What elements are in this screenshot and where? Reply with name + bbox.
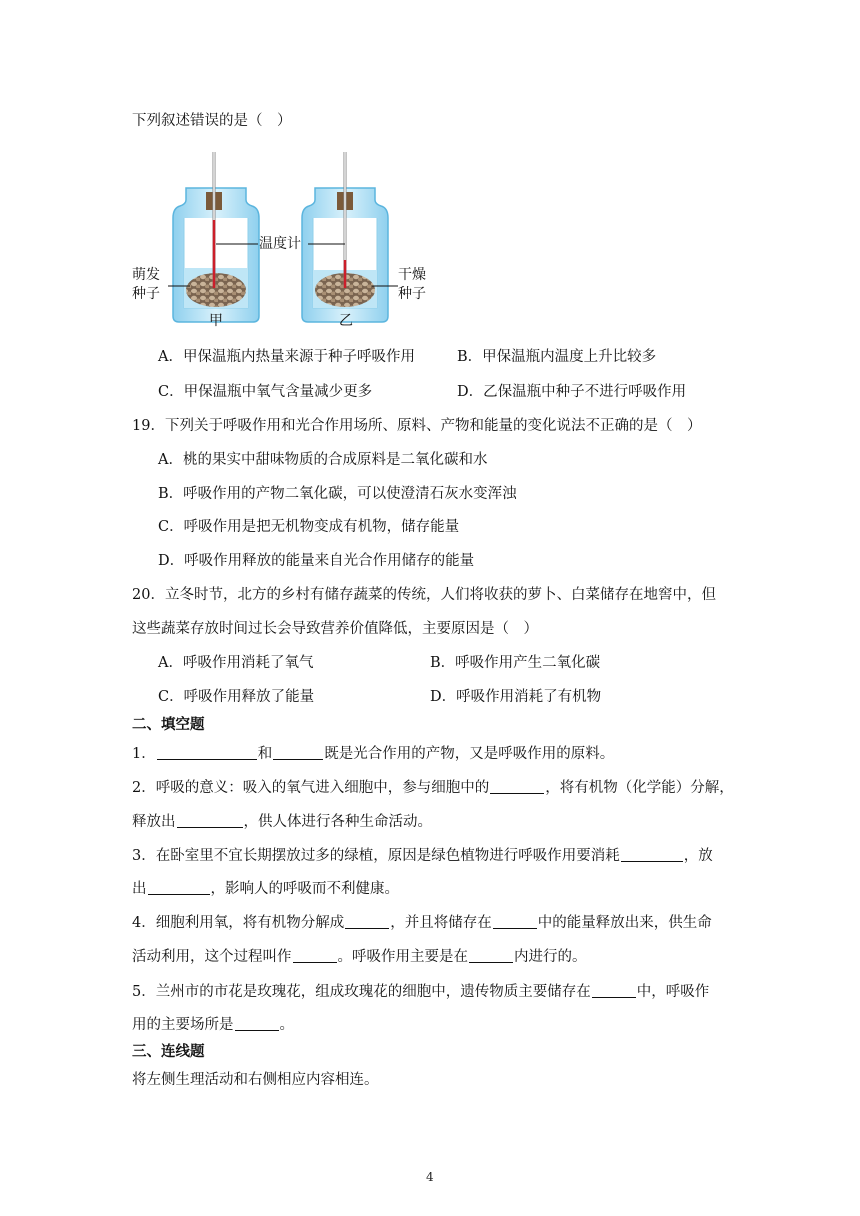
fill-q2-text-c: 释放出 bbox=[132, 814, 176, 830]
germinating-seed-label-2: 种子 bbox=[132, 286, 160, 302]
fill-q4-text-c: 中的能量释放出来，供生命 bbox=[537, 915, 712, 931]
fill-q3-line2 bbox=[132, 880, 399, 898]
fill-q3-line1 bbox=[132, 847, 713, 865]
fill-q5-line1 bbox=[132, 983, 709, 1001]
flask-yi bbox=[302, 152, 388, 322]
q18-option-c: C．甲保温瓶中氧气含量减少更多 bbox=[158, 384, 373, 400]
fill-q1-blank-2[interactable] bbox=[273, 745, 323, 760]
q18-option-b: B．甲保温瓶内温度上升比较多 bbox=[457, 349, 657, 365]
germinating-seed-label-1: 萌发 bbox=[132, 267, 160, 283]
fill-q2-blank-1[interactable] bbox=[490, 779, 544, 794]
fill-q2-line1 bbox=[132, 779, 734, 797]
fill-q4-text-b: ，并且将储存在 bbox=[390, 915, 492, 931]
q20-option-d: D．呼吸作用消耗了有机物 bbox=[430, 689, 602, 705]
fill-q3-text-b: ，放 bbox=[683, 848, 713, 864]
fill-q4-text-a: 4．细胞利用氧，将有机物分解成 bbox=[132, 915, 345, 931]
fill-q2-line2 bbox=[132, 813, 432, 831]
fill-q2-text-d: ，供人体进行各种生命活动。 bbox=[243, 814, 432, 830]
q20-option-b: B．呼吸作用产生二氧化碳 bbox=[430, 655, 601, 671]
fill-q2-text-b: ，将有机物（化学能）分解， bbox=[545, 780, 734, 796]
fill-q1 bbox=[132, 745, 614, 763]
fill-q2-blank-2[interactable] bbox=[177, 813, 243, 828]
fill-q3-text-d: ，影响人的呼吸而不利健康。 bbox=[210, 881, 399, 897]
fill-q5-blank-1[interactable] bbox=[592, 983, 636, 998]
fill-q4-blank-4[interactable] bbox=[469, 948, 513, 963]
fill-q4-text-f: 内进行的。 bbox=[514, 949, 587, 965]
fill-q4-blank-2[interactable] bbox=[493, 914, 537, 929]
fill-q4-text-e: 。呼吸作用主要是在 bbox=[337, 949, 468, 965]
fill-q5-text-b: 中，呼吸作 bbox=[636, 984, 710, 1000]
fill-q1-num: 1． bbox=[132, 746, 156, 762]
q18-option-a: A．甲保温瓶内热量来源于种子呼吸作用 bbox=[158, 349, 415, 365]
page-number: 4 bbox=[426, 1170, 434, 1184]
thermometer-label: 温度计 bbox=[259, 236, 301, 252]
q18-option-d: D．乙保温瓶中种子不进行呼吸作用 bbox=[457, 384, 687, 400]
q20-stem-line1: 20．立冬时节，北方的乡村有储存蔬菜的传统，人们将收获的萝卜、白菜储存在地窖中，但 bbox=[132, 587, 716, 603]
dry-seed-label-2: 种子 bbox=[398, 286, 426, 302]
section-matching-instruction: 将左侧生理活动和右侧相应内容相连。 bbox=[132, 1072, 379, 1088]
fill-q2-text-a: 2．呼吸的意义：吸入的氧气进入细胞中，参与细胞中的 bbox=[132, 780, 490, 796]
section-matching-heading: 三、连线题 bbox=[132, 1044, 205, 1060]
q19-option-a: A．桃的果实中甜味物质的合成原料是二氧化碳和水 bbox=[158, 452, 488, 468]
fill-q3-blank-1[interactable] bbox=[621, 847, 683, 862]
fill-q5-text-a: 5．兰州市的市花是玫瑰花，组成玫瑰花的细胞中，遗传物质主要储存在 bbox=[132, 984, 591, 1000]
fill-q3-blank-2[interactable] bbox=[148, 880, 210, 895]
flask-jia-label: 甲 bbox=[209, 313, 223, 329]
fill-q4-blank-3[interactable] bbox=[293, 948, 337, 963]
fill-q1-blank-1[interactable] bbox=[157, 745, 257, 760]
q20-option-a: A．呼吸作用消耗了氧气 bbox=[158, 655, 314, 671]
q19-stem: 19．下列关于呼吸作用和光合作用场所、原料、产物和能量的变化说法不正确的是（ ） bbox=[132, 418, 702, 434]
q19-option-d: D．呼吸作用释放的能量来自光合作用储存的能量 bbox=[158, 553, 475, 569]
flask-jia bbox=[173, 152, 259, 322]
fill-q5-text-c: 用的主要场所是 bbox=[132, 1017, 234, 1033]
fill-q4-text-d: 活动利用，这个过程叫作 bbox=[132, 949, 292, 965]
fill-q4-line1 bbox=[132, 914, 712, 932]
fill-q4-blank-1[interactable] bbox=[345, 914, 389, 929]
section-fill-in-heading: 二、填空题 bbox=[132, 717, 205, 733]
flask-yi-label: 乙 bbox=[339, 313, 353, 329]
q20-option-c: C．呼吸作用释放了能量 bbox=[158, 689, 315, 705]
thermos-figure bbox=[128, 148, 448, 338]
fill-q1-mid: 和 bbox=[257, 746, 273, 762]
q19-option-c: C．呼吸作用是把无机物变成有机物，储存能量 bbox=[158, 519, 460, 535]
fill-q5-line2 bbox=[132, 1016, 294, 1034]
fill-q3-text-c: 出 bbox=[132, 881, 147, 897]
fill-q1-tail: 既是光合作用的产物，又是呼吸作用的原料。 bbox=[324, 746, 615, 762]
q18-stem: 下列叙述错误的是（ ） bbox=[132, 113, 292, 129]
dry-seed-label-1: 干燥 bbox=[398, 267, 426, 283]
fill-q4-line2 bbox=[132, 948, 587, 966]
q20-stem-line2: 这些蔬菜存放时间过长会导致营养价值降低，主要原因是（ ） bbox=[132, 621, 538, 637]
q19-option-b: B．呼吸作用的产物二氧化碳，可以使澄清石灰水变浑浊 bbox=[158, 486, 517, 502]
fill-q5-text-d: 。 bbox=[279, 1017, 294, 1033]
fill-q3-text-a: 3．在卧室里不宜长期摆放过多的绿植，原因是绿色植物进行呼吸作用要消耗 bbox=[132, 848, 620, 864]
fill-q5-blank-2[interactable] bbox=[235, 1016, 279, 1031]
